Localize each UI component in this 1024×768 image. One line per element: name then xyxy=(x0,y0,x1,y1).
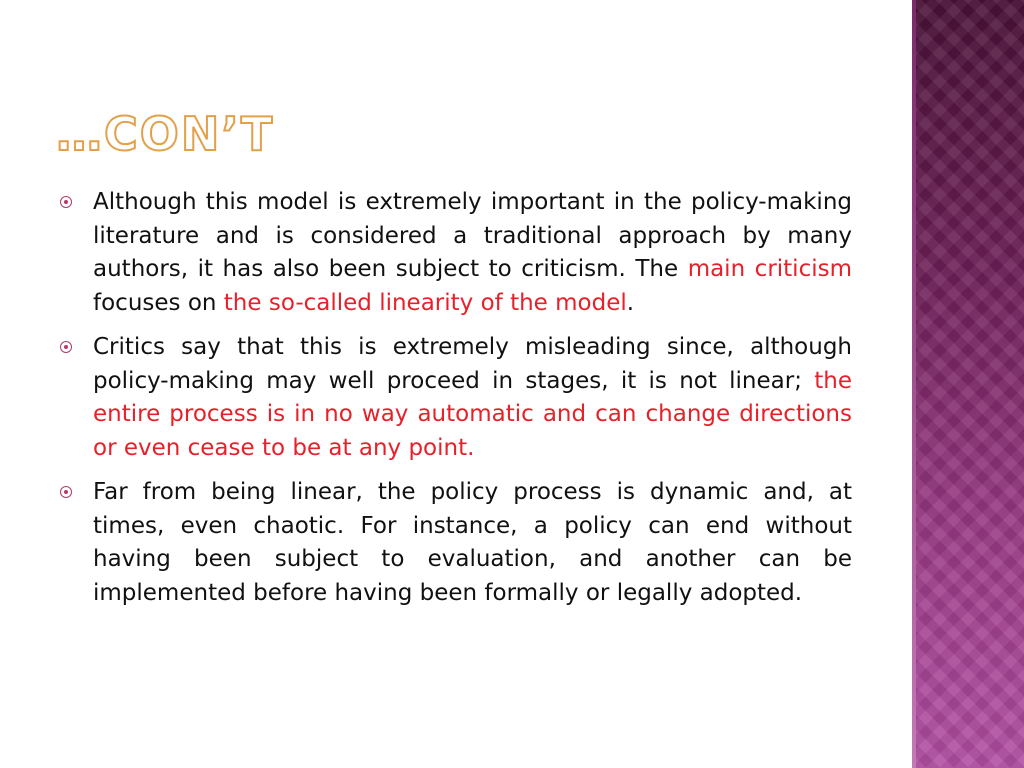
circle-bullet-icon xyxy=(60,341,72,353)
bullet-3-text-1: Far from being linear, the policy process is dynamic and, at times, even chaotic. For instance, a policy can end without having been subject to evaluation, and another can be implemented before having been formally or legally adopted. xyxy=(93,479,852,606)
bullet-item-2 xyxy=(60,331,852,465)
circle-bullet-icon xyxy=(60,486,72,498)
bullet-2-text-1: Critics say that this is extremely misleading since, although policy-making may well proceed in stages, it is not linear; xyxy=(93,334,852,394)
bullet-1-text-3: . xyxy=(626,289,635,316)
bullet-item-3 xyxy=(60,476,852,610)
decorative-side-band xyxy=(912,0,1024,768)
slide-title: …CON’T xyxy=(56,107,275,161)
bullet-list xyxy=(60,186,852,621)
bullet-1-highlight-1: main criticism xyxy=(687,256,852,282)
bullet-2-highlight-1: the entire process is in no way automatic and can change directions or even cease to be at any point. xyxy=(93,367,852,461)
bullet-1-text-1: Although this model is extremely important in the policy-making literature and is considered a traditional approach by many authors, it has also been subject to criticism. The xyxy=(93,189,852,282)
bullet-1-highlight-2: the so-called linearity of the model xyxy=(223,289,627,316)
circle-bullet-icon xyxy=(60,196,72,208)
bullet-item-1 xyxy=(60,186,852,320)
bullet-1-text-2: focuses on xyxy=(93,289,224,316)
